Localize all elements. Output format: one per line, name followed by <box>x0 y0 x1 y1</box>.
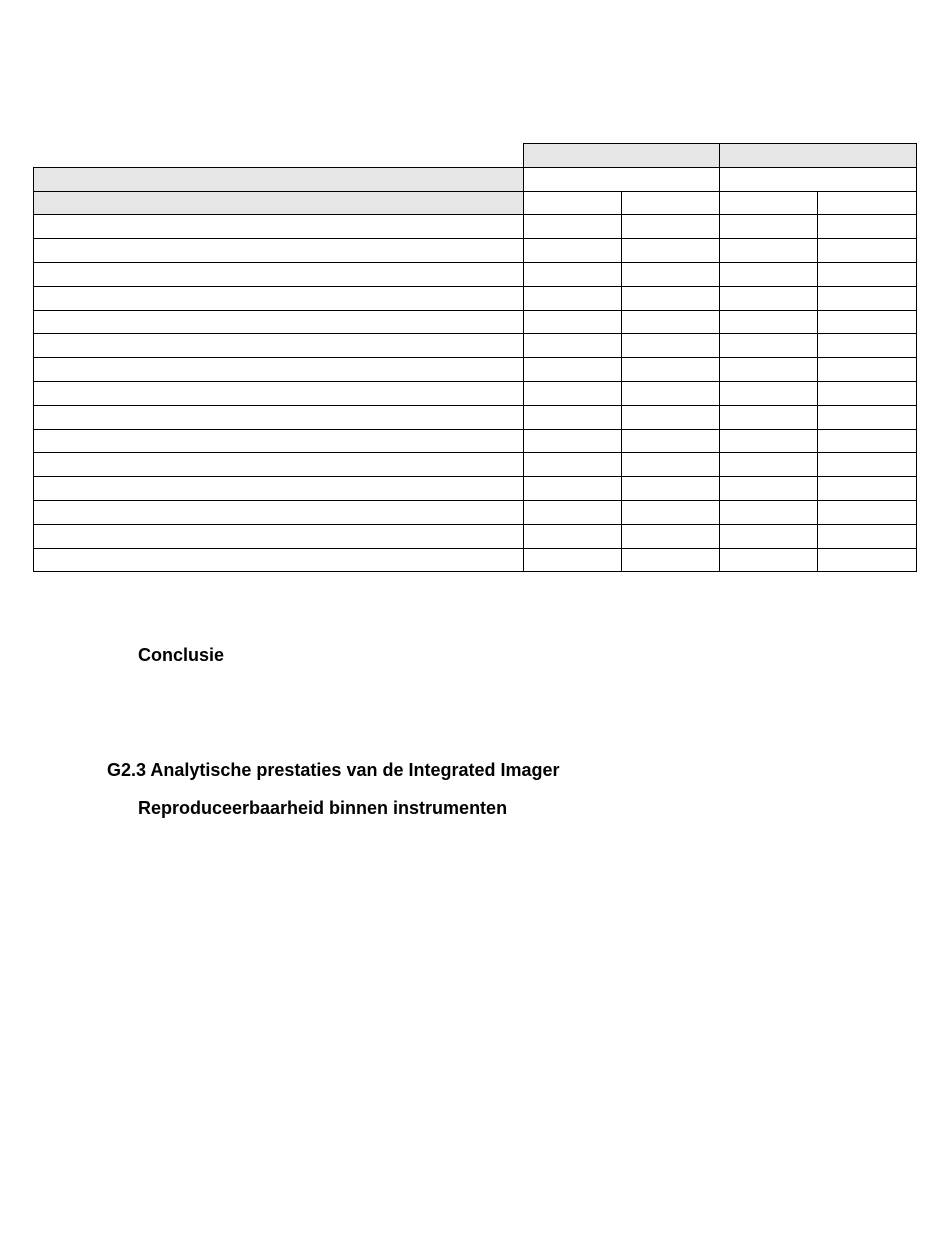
table-row-label <box>34 310 524 334</box>
table-cell <box>818 358 917 382</box>
table-cell <box>818 429 917 453</box>
table-cell <box>622 215 720 239</box>
table-row-label <box>34 405 524 429</box>
table-cell <box>622 358 720 382</box>
table-cell <box>524 500 622 524</box>
table-cell <box>524 405 622 429</box>
table-row <box>34 239 917 263</box>
table-cell <box>524 310 622 334</box>
table-cell <box>524 524 622 548</box>
table-row <box>34 405 917 429</box>
table-row-label <box>34 500 524 524</box>
table-row <box>34 262 917 286</box>
table-cell <box>720 405 818 429</box>
table-group-header-2 <box>720 144 917 168</box>
table-cell <box>720 262 818 286</box>
table-row-label <box>34 286 524 310</box>
table-row-label <box>34 429 524 453</box>
table-row-label <box>34 262 524 286</box>
table-cell <box>720 358 818 382</box>
table-cell <box>818 405 917 429</box>
table-cell <box>818 500 917 524</box>
table-row-label <box>34 453 524 477</box>
table-cell <box>524 286 622 310</box>
table-cell <box>720 477 818 501</box>
table-cell <box>720 524 818 548</box>
table-cell <box>720 381 818 405</box>
table-cell <box>818 524 917 548</box>
table-row <box>34 500 917 524</box>
table-row-label <box>34 358 524 382</box>
table-group-header-row <box>34 144 917 168</box>
table-cell <box>524 239 622 263</box>
table-cell <box>622 453 720 477</box>
table-corner <box>34 144 524 168</box>
table-cell <box>622 239 720 263</box>
table-cell <box>720 429 818 453</box>
table-cell <box>622 381 720 405</box>
table-row-label <box>34 215 524 239</box>
table-cell <box>818 215 917 239</box>
table-subheader-row <box>34 167 917 191</box>
table-cell <box>622 429 720 453</box>
table-group-subheader-2 <box>720 167 917 191</box>
table-column-header <box>720 191 818 215</box>
table-row-label <box>34 548 524 572</box>
table-cell <box>524 477 622 501</box>
table-row <box>34 358 917 382</box>
table-row <box>34 453 917 477</box>
table-column-header <box>524 191 622 215</box>
table-cell <box>622 262 720 286</box>
table-cell <box>524 262 622 286</box>
table-cell <box>720 453 818 477</box>
table-row <box>34 429 917 453</box>
table-cell <box>720 239 818 263</box>
table-cell <box>818 262 917 286</box>
table-cell <box>818 477 917 501</box>
table-row-label <box>34 334 524 358</box>
table-cell <box>622 500 720 524</box>
table-cell <box>720 548 818 572</box>
table-row <box>34 477 917 501</box>
table-row-header-label-2 <box>34 191 524 215</box>
table-cell <box>524 429 622 453</box>
table-cell <box>524 358 622 382</box>
table-cell <box>720 334 818 358</box>
table-cell <box>720 215 818 239</box>
table-row <box>34 381 917 405</box>
table-cell <box>622 405 720 429</box>
table-group-header-1 <box>524 144 720 168</box>
table-row <box>34 310 917 334</box>
table-row-label <box>34 477 524 501</box>
table-cell <box>524 334 622 358</box>
table-row <box>34 286 917 310</box>
table-cell <box>524 453 622 477</box>
table-cell <box>720 500 818 524</box>
table-row-label <box>34 381 524 405</box>
table-row-header-label-1 <box>34 167 524 191</box>
table-column-header-row <box>34 191 917 215</box>
table-cell <box>622 310 720 334</box>
section-heading: G2.3 Analytische prestaties van de Integrated Imager <box>107 760 560 780</box>
table-cell <box>622 548 720 572</box>
table-cell <box>622 286 720 310</box>
table-cell <box>720 310 818 334</box>
table-group-subheader-1 <box>524 167 720 191</box>
table-cell <box>818 286 917 310</box>
subsection-heading: Reproduceerbaarheid binnen instrumenten <box>138 798 508 818</box>
table-cell <box>524 215 622 239</box>
table-cell <box>818 453 917 477</box>
table-cell <box>524 381 622 405</box>
table-cell <box>818 334 917 358</box>
table-column-header <box>818 191 917 215</box>
table-row <box>34 334 917 358</box>
table-row-label <box>34 524 524 548</box>
conclusion-heading: Conclusie <box>138 645 225 665</box>
table-column-header <box>622 191 720 215</box>
table-cell <box>524 548 622 572</box>
table-cell <box>818 381 917 405</box>
table-cell <box>818 239 917 263</box>
table-cell <box>720 286 818 310</box>
table-cell <box>818 310 917 334</box>
table-cell <box>818 548 917 572</box>
table-cell <box>622 477 720 501</box>
table-row-label <box>34 239 524 263</box>
table-row <box>34 215 917 239</box>
table-row <box>34 524 917 548</box>
results-table <box>33 143 917 572</box>
table-row <box>34 548 917 572</box>
table-cell <box>622 524 720 548</box>
table-cell <box>622 334 720 358</box>
